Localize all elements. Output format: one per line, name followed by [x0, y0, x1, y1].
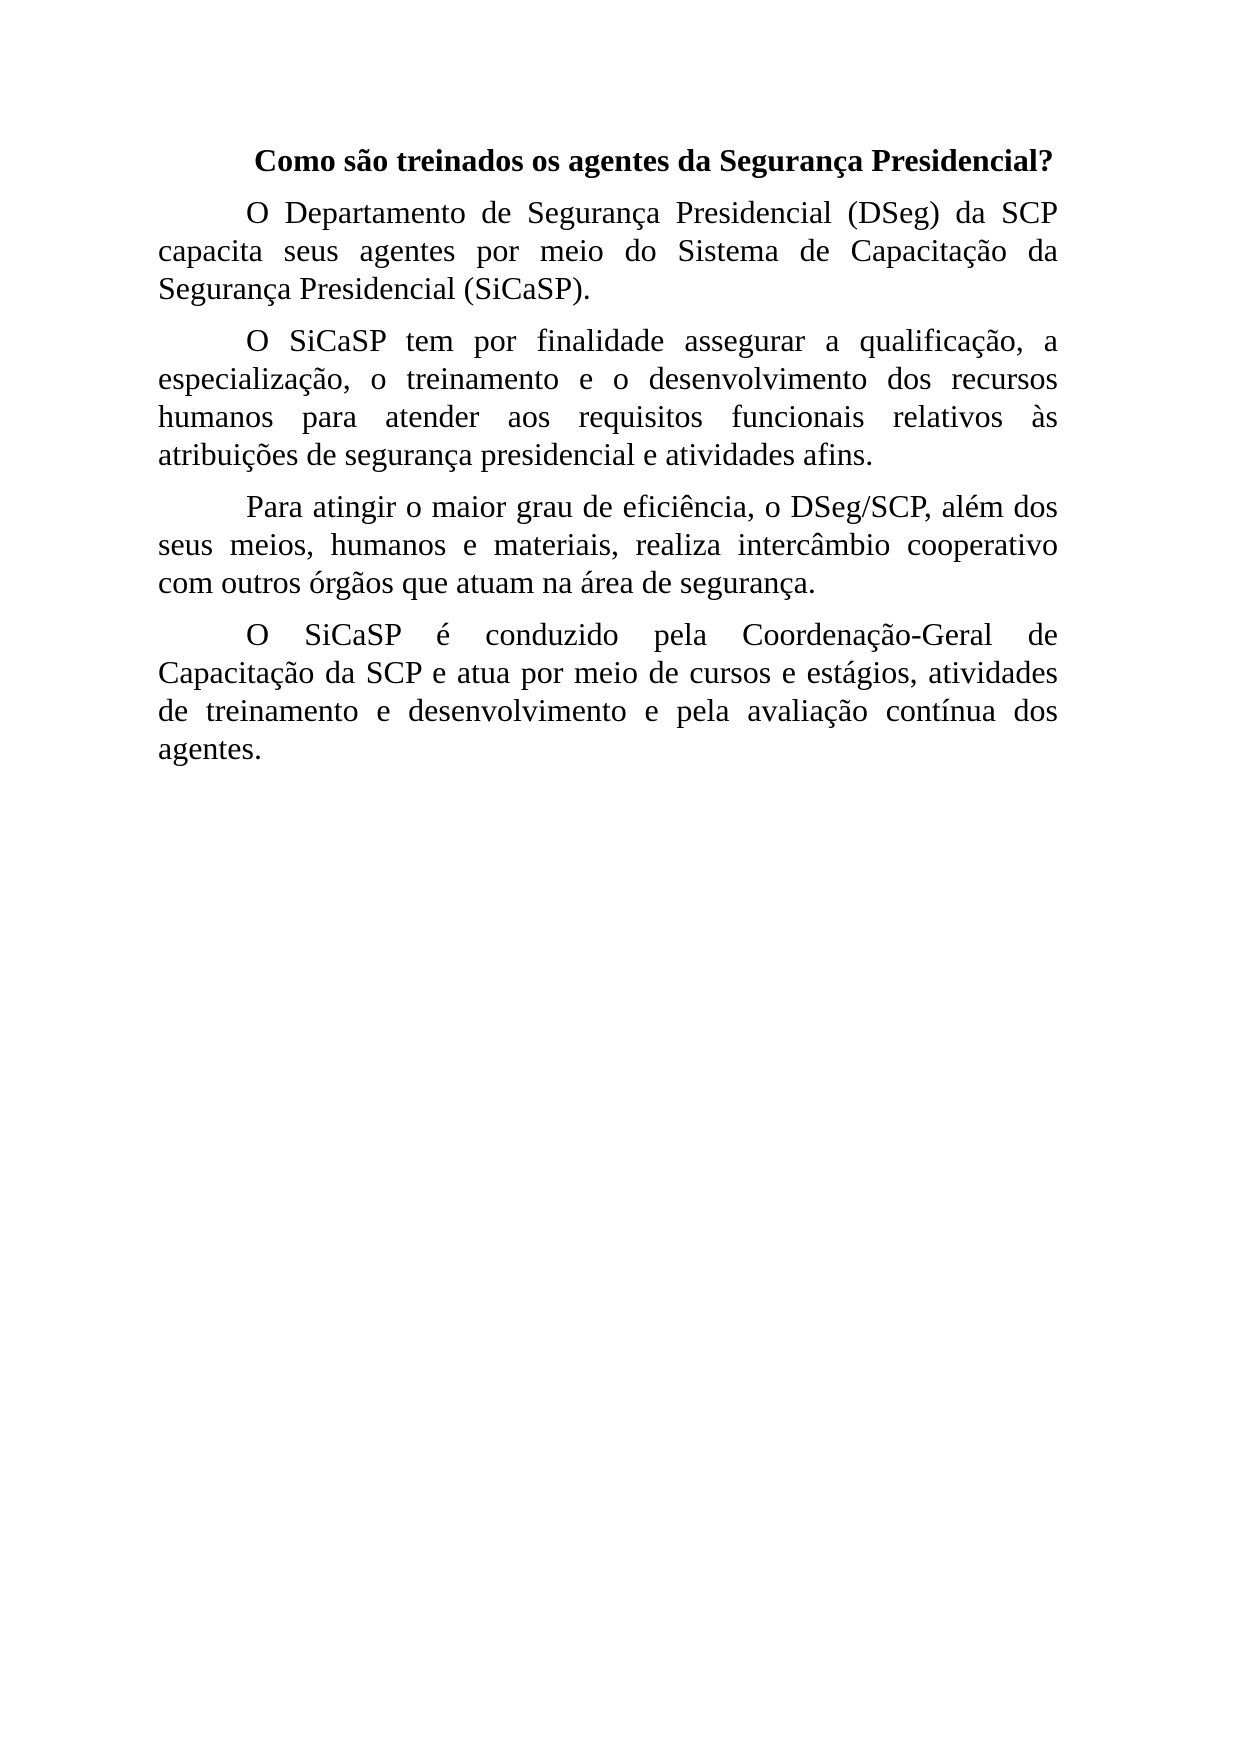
document-heading: Como são treinados os agentes da Segurança Presidencial?: [254, 142, 1054, 178]
paragraph-3: Para atingir o maior grau de eficiência, o DSeg/SCP, além dos seus meios, humanos e materiais, realiza intercâmbio cooperativo com outros órgãos que atuam na área de segurança.: [158, 488, 1058, 600]
paragraph-1: O Departamento de Segurança Presidencial (DSeg) da SCP capacita seus agentes por meio do Sistema de Capacitação da Segurança Presidencial (SiCaSP).: [158, 194, 1058, 306]
paragraph-2: O SiCaSP tem por finalidade assegurar a qualificação, a especialização, o treinamento e o desenvolvimento dos recursos humanos para atender aos requisitos funcionais relativos às atribuições de segurança presidencial e atividades afins.: [158, 322, 1058, 472]
document-body: [158, 193, 1058, 767]
paragraph-4: O SiCaSP é conduzido pela Coordenação-Geral de Capacitação da SCP e atua por meio de cursos e estágios, atividades de treinamento e desenvolvimento e pela avaliação contínua dos agentes.: [158, 616, 1058, 766]
